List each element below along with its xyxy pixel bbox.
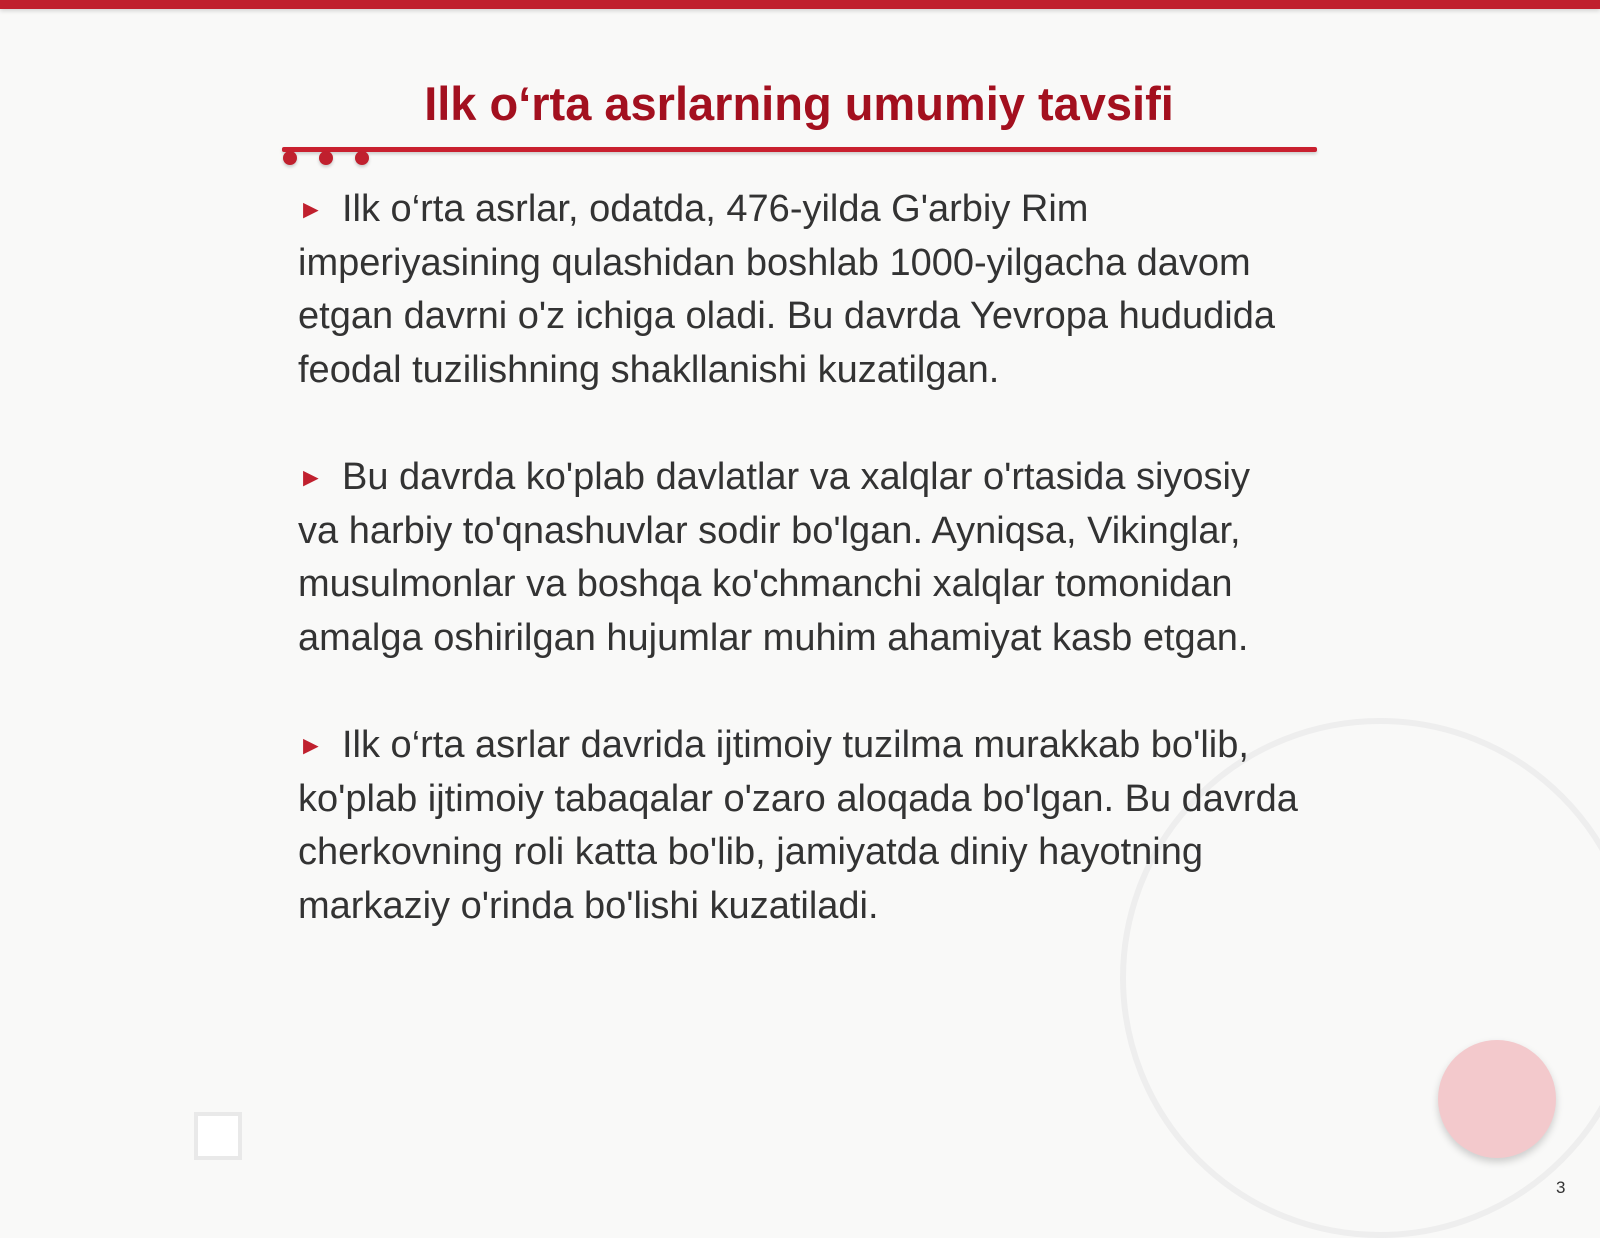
page-number: 3 bbox=[1556, 1178, 1566, 1197]
bullet-text: Ilk o‘rta asrlar davrida ijtimoiy tuzilma murakkab bo'lib, ko'plab ijtimoiy tabaqalar o'zaro aloqada bo'lgan. Bu davrda cherkovning roli katta bo'lib, jamiyatda diniy hayotning markaziy o'rinda bo'lishi kuzatiladi. bbox=[298, 724, 1298, 927]
slide-title: Ilk o‘rta asrlarning umumiy tavsifi bbox=[424, 77, 1174, 130]
bullet-arrow-icon: ► bbox=[298, 730, 324, 760]
bullet-item bbox=[298, 719, 1298, 933]
title-dot bbox=[319, 151, 333, 165]
bullet-arrow-icon: ► bbox=[298, 462, 324, 492]
bullet-text: Bu davrda ko'plab davlatlar va xalqlar o'rtasida siyosiy va harbiy to'qnashuvlar sodir bo'lgan. Ayniqsa, Vikinglar, musulmonlar va boshqa ko'chmanchi xalqlar tomonidan amalga oshirilgan hujumlar muhim ahamiyat kasb etgan. bbox=[298, 456, 1250, 659]
bullet-item bbox=[298, 183, 1298, 397]
title-underline bbox=[282, 147, 1317, 152]
title-dot bbox=[355, 151, 369, 165]
bullet-list bbox=[298, 183, 1298, 987]
decorative-circle-pink bbox=[1438, 1040, 1556, 1158]
decorative-square bbox=[194, 1112, 242, 1160]
bullet-item bbox=[298, 451, 1298, 665]
bullet-arrow-icon: ► bbox=[298, 194, 324, 224]
top-accent-bar bbox=[0, 0, 1600, 9]
bullet-text: Ilk o‘rta asrlar, odatda, 476-yilda G'arbiy Rim imperiyasining qulashidan boshlab 1000-yilgacha davom etgan davrni o'z ichiga oladi. Bu davrda Yevropa hududida feodal tuzilishning shakllanishi kuzatilgan. bbox=[298, 188, 1275, 391]
title-dot bbox=[283, 151, 297, 165]
